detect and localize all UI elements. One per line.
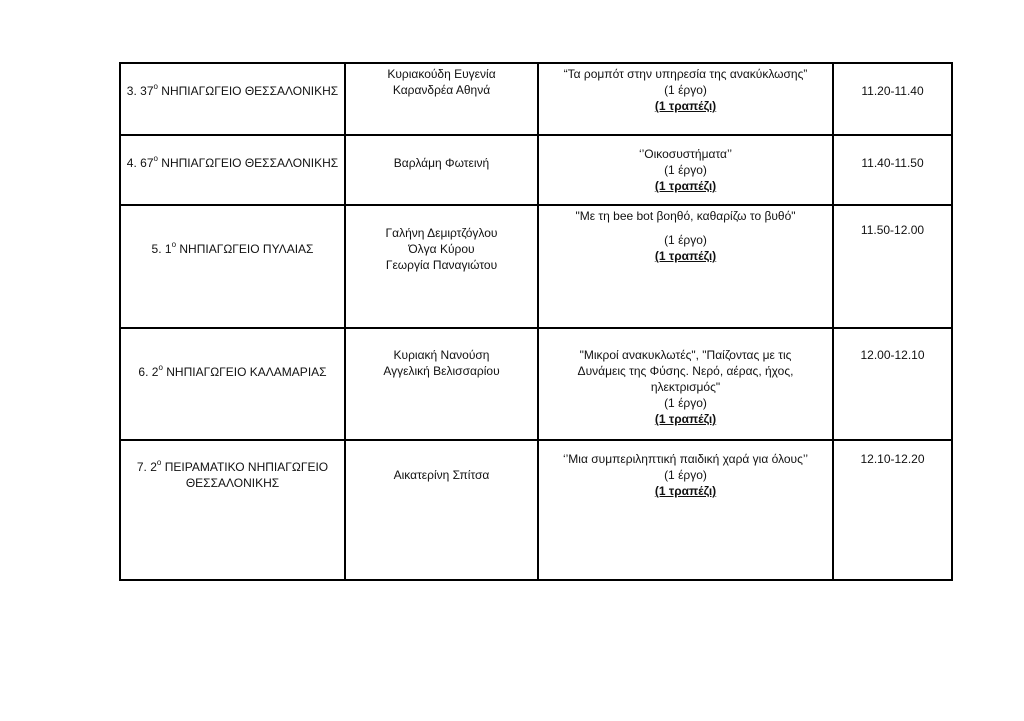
project-cell	[538, 328, 833, 440]
time-slot: 11.20-11.40	[861, 84, 924, 98]
teacher-name: Αγγελική Βελισσαρίου	[383, 364, 500, 378]
school-cell	[120, 328, 345, 440]
project-cell	[538, 135, 833, 205]
time-slot: 12.10-12.20	[860, 452, 925, 466]
teacher-name: Καρανδρέα Αθηνά	[392, 83, 491, 97]
project-cell	[538, 440, 833, 580]
project-title: ‘’Οικοσυστήματα’’	[638, 147, 733, 161]
works-count: (1 έργο)	[664, 163, 707, 177]
works-count: (1 έργο)	[664, 233, 707, 247]
project-title: Δυνάμεις της Φύσης. Νερό, αέρας, ήχος,	[577, 364, 794, 378]
tables-count: (1 τραπέζι)	[654, 99, 717, 113]
school-cell	[120, 205, 345, 328]
teacher-name: Γεωργία Παναγιώτου	[385, 258, 498, 272]
school-cell	[120, 135, 345, 205]
teacher-name: Βαρλάμη Φωτεινή	[393, 156, 490, 170]
teacher-name: Γαλήνη Δεμιρτζόγλου	[385, 226, 498, 240]
project-title: “Τα ρομπότ στην υπηρεσία της ανακύκλωσης”	[563, 67, 808, 81]
school-name-line2: ΘΕΣΣΑΛΟΝΙΚΗΣ	[185, 476, 280, 490]
school-cell	[120, 63, 345, 135]
project-title: ηλεκτρισμός"	[650, 380, 721, 394]
works-count: (1 έργο)	[664, 83, 707, 97]
teacher-cell	[345, 135, 538, 205]
schedule-table	[119, 62, 953, 581]
project-cell	[538, 205, 833, 328]
time-cell	[833, 135, 952, 205]
time-cell	[833, 205, 952, 328]
time-slot: 11.40-11.50	[861, 156, 924, 170]
table-row	[120, 205, 952, 328]
project-title: ‘’Μια συμπεριληπτική παιδική χαρά για όλους’’	[562, 452, 809, 466]
school-name: 7. $2^o$ ΠΕΙΡΑΜΑΤΙΚΟ ΝΗΠΙΑΓΩΓΕΙΟ	[136, 458, 329, 474]
project-cell	[538, 63, 833, 135]
works-count: (1 έργο)	[664, 396, 707, 410]
time-slot: 11.50-12.00	[860, 223, 925, 237]
project-title: "Με τη bee bot βοηθό, καθαρίζω το βυθό"	[575, 209, 796, 223]
teacher-name: Αικατερίνη Σπίτσα	[393, 468, 490, 482]
table-row	[120, 328, 952, 440]
school-cell	[120, 440, 345, 580]
table-row	[120, 440, 952, 580]
teacher-name: Όλγα Κύρου	[408, 242, 475, 256]
school-name: 3. $37^o$ ΝΗΠΙΑΓΩΓΕΙΟ ΘΕΣΣΑΛΟΝΙΚΗΣ	[126, 82, 339, 98]
school-name: 4. $67^o$ ΝΗΠΙΑΓΩΓΕΙΟ ΘΕΣΣΑΛΟΝΙΚΗΣ	[126, 154, 339, 170]
works-count: (1 έργο)	[664, 468, 707, 482]
project-title: "Μικροί ανακυκλωτές", "Παίζοντας με τις	[579, 348, 792, 362]
teacher-cell	[345, 63, 538, 135]
tables-count: (1 τραπέζι)	[654, 412, 717, 426]
time-cell	[833, 63, 952, 135]
school-name: 6. $2^o$ ΝΗΠΙΑΓΩΓΕΙΟ ΚΑΛΑΜΑΡΙΑΣ	[138, 363, 327, 379]
teacher-name: Κυριακούδη Ευγενία	[387, 67, 496, 81]
tables-count: (1 τραπέζι)	[654, 179, 717, 193]
teacher-cell	[345, 440, 538, 580]
tables-count: (1 τραπέζι)	[654, 249, 717, 263]
table-row	[120, 135, 952, 205]
time-slot: 12.00-12.10	[860, 348, 925, 362]
school-name: 5. $1^o$ ΝΗΠΙΑΓΩΓΕΙΟ ΠΥΛΑΙΑΣ	[151, 240, 314, 256]
time-cell	[833, 328, 952, 440]
table-row	[120, 63, 952, 135]
teacher-cell	[345, 205, 538, 328]
time-cell	[833, 440, 952, 580]
tables-count: (1 τραπέζι)	[654, 484, 717, 498]
teacher-cell	[345, 328, 538, 440]
teacher-name: Κυριακή Νανούση	[393, 348, 490, 362]
